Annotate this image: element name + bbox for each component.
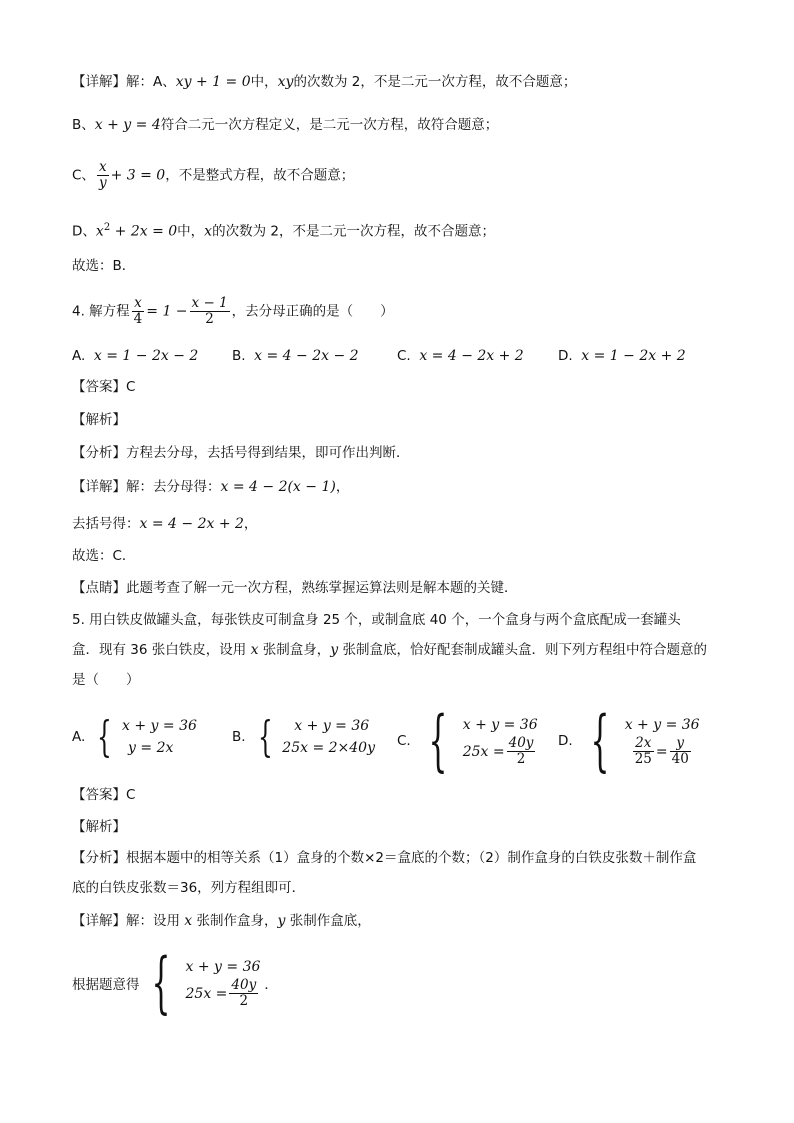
fraction: $\frac{x}{4}$ (133, 295, 143, 327)
q4-stem: 4. 解方程 $\frac{x}{4}$ = 1 − $\frac{x - 1}{2}$ ，去分母正确的是（ ） (72, 295, 394, 327)
q5-detail: 【详解】解：设用 x 张制作盒身，y 张制作盒底， (72, 913, 371, 929)
q5-stem-line2: 盒．现有 36 张白铁皮，设用 x 张制盒身，y 张制盒底，恰好配套制成罐头盒．则下列方程组中符合题意的 (72, 642, 707, 658)
q4-fenxi: 【分析】方程去分母，去括号得到结果，即可作出判断． (72, 445, 410, 461)
q4-dianjing: 【点睛】此题考查了解一元一次方程，熟练掌握运算法则是解本题的关键． (72, 580, 518, 596)
fraction: $\frac{x}{y}$ (98, 159, 107, 191)
q4-step2: 去括号得：x = 4 − 2x + 2， (72, 516, 258, 532)
q5-stem-line1: 5. 用白铁皮做罐头盒，每张铁皮可制盒身 25 个，或制盒底 40 个，一个盒身与两个盒底配成一套罐头 (72, 612, 681, 628)
q5-stem-line3: 是（ ） (72, 672, 140, 688)
q3-detail-c: C、 $\frac{x}{y}$ + 3 = 0，不是整式方程，故不合题意； (72, 159, 355, 191)
q4-option-b: B. x = 4 − 2x − 2 (232, 348, 359, 364)
q4-detail: 【详解】解：去分母得：x = 4 − 2(x − 1)， (72, 479, 350, 495)
q3-detail-a: 【详解】解：A、xy + 1 = 0中，xy的次数为 2，不是二元一次方程，故不合题意； (72, 74, 577, 90)
q3-detail-b: B、x + y = 4符合二元一次方程定义，是二元一次方程，故符合题意； (72, 117, 499, 133)
q5-analysis-label: 【解析】 (72, 819, 126, 835)
q5-option-d: D. { x + y = 36 $\frac{2x}{25}$ = $\frac{y}{40}$ (558, 702, 700, 779)
q4-answer: 【答案】C (72, 379, 136, 395)
q5-fenxi-line1: 【分析】根据本题中的相等关系（1）盒身的个数×2＝盒底的个数；（2）制作盒身的白铁皮张数＋制作盒 (72, 850, 697, 866)
detail-tag: 【详解】 (72, 74, 126, 90)
q4-analysis-label: 【解析】 (72, 412, 126, 428)
q4-option-c: C. x = 4 − 2x + 2 (397, 348, 524, 364)
q4-option-d: D. x = 1 − 2x + 2 (558, 348, 686, 364)
q5-answer: 【答案】C (72, 787, 136, 803)
q5-final-system: 根据题意得 { x + y = 36 25x = $\frac{40y}{2}$ ． (72, 944, 278, 1021)
fraction: $\frac{x - 1}{2}$ (191, 295, 228, 327)
q3-choice: 故选：B． (72, 258, 136, 274)
q4-option-a: A. x = 1 − 2x − 2 (72, 348, 199, 364)
q5-option-c: C. { x + y = 36 25x = $\frac{40y}{2}$ (397, 702, 538, 779)
q5-option-b: B. { x + y = 36 25x = 2×40y (232, 712, 375, 761)
q5-fenxi-line2: 底的白铁皮张数＝36，列方程组即可． (72, 880, 306, 896)
q3-detail-d: D、$x^2 + 2x = 0$中，x的次数为 2，不是二元一次方程，故不合题意； (72, 222, 495, 240)
q5-option-a: A. { x + y = 36 y = 2x (72, 712, 197, 761)
q4-choice: 故选：C． (72, 548, 136, 564)
